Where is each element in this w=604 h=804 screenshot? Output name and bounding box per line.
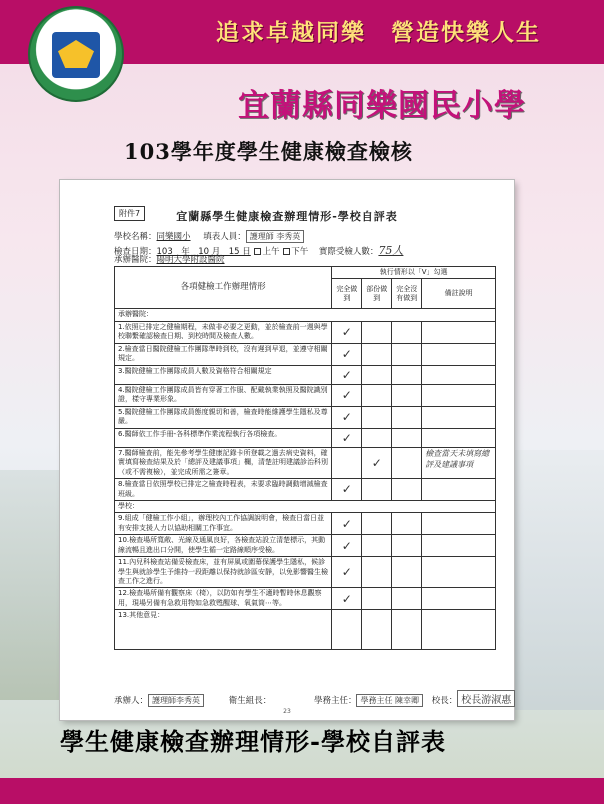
- row-note: [422, 406, 496, 428]
- table-row: [115, 610, 496, 650]
- school-label: 學校名稱：: [114, 232, 157, 242]
- page-number: 23: [283, 708, 291, 715]
- row-check-part: [362, 610, 392, 650]
- table-row: [115, 384, 496, 406]
- row-check-full: ✓: [332, 513, 362, 535]
- hospital-line: [114, 253, 225, 265]
- col-header-note: 備註說明: [422, 279, 496, 309]
- row-check-full: ✓: [332, 365, 362, 384]
- hospital-value: 陽明大學附設醫院: [156, 255, 225, 265]
- row-note: [422, 513, 496, 535]
- row-item-text: 4.醫院健檢工作團隊成員皆有穿著工作服、配戴執業執照及醫院識別證，樣守專業形象。: [115, 384, 332, 406]
- count-value: 75人: [378, 244, 404, 257]
- row-check-full: [332, 447, 362, 478]
- row-note: 檢查當天未填寫總評及建議事項: [422, 447, 496, 478]
- row-check-full: ✓: [332, 428, 362, 447]
- row-note: [422, 479, 496, 501]
- evaluation-form: [60, 180, 514, 720]
- handler-label: 承辦人：: [114, 696, 149, 706]
- affairs-stamp: 學務主任 陳幸卿: [356, 694, 423, 707]
- row-check-part: [362, 588, 392, 610]
- filler-stamp: 護理師 李秀英: [246, 230, 305, 243]
- row-note: [422, 384, 496, 406]
- row-check-part: [362, 513, 392, 535]
- table-row: [115, 557, 496, 588]
- table-row: [115, 447, 496, 478]
- pm-checkbox: [283, 248, 290, 255]
- row-check-full: ✓: [332, 557, 362, 588]
- table-row: [115, 406, 496, 428]
- section-hospital: 承辦醫院：: [115, 309, 496, 321]
- row-check-part: [362, 321, 392, 343]
- evaluation-table: [114, 266, 496, 650]
- form-title: 宜蘭縣學生健康檢查辦理情形-學校自評表: [176, 210, 398, 223]
- row-item-text: 11.內兒科檢查站備妥檢查床，並有屏風或圍幕保護學生隱私，候診學生與就診學生予維持一段距離以保持就診區安靜，以免影響醫生檢查工作之進行。: [115, 557, 332, 588]
- pm-label: 下午: [291, 247, 309, 257]
- row-item-text: 13.其他意見：: [115, 610, 332, 650]
- row-check-full: ✓: [332, 406, 362, 428]
- table-row: [115, 588, 496, 610]
- row-check-full: ✓: [332, 535, 362, 557]
- slogan: 追求卓越同樂 營造快樂人生: [216, 19, 541, 46]
- footer-bar: [0, 778, 604, 804]
- attachment-tag: 附件7: [114, 206, 145, 221]
- am-checkbox: [254, 248, 261, 255]
- row-check-none: [392, 321, 422, 343]
- row-item-text: 8.檢查當日依照學校已排定之檢查時程表，未要求臨時調動增減檢查班級。: [115, 479, 332, 501]
- table-row: [115, 365, 496, 384]
- row-check-none: [392, 513, 422, 535]
- row-check-full: ✓: [332, 321, 362, 343]
- slide-title: 103學年度學生健康檢查檢核: [124, 139, 413, 164]
- col-header-exec: 執行情形以「V」勾選: [332, 267, 496, 279]
- section-school: 學校：: [115, 500, 496, 512]
- row-check-full: ✓: [332, 588, 362, 610]
- signature-line: [114, 690, 512, 707]
- row-check-none: [392, 406, 422, 428]
- background-building: [514, 450, 604, 710]
- row-item-text: 3.醫院健檢工作團隊成員人數及資格符合相關規定: [115, 365, 332, 384]
- row-check-none: [392, 447, 422, 478]
- row-note: [422, 610, 496, 650]
- table-row: [115, 513, 496, 535]
- table-row: [115, 479, 496, 501]
- caption: 學生健康檢查辦理情形-學校自評表: [60, 727, 446, 756]
- count-label: 實際受檢人數：: [318, 247, 379, 257]
- row-check-part: [362, 535, 392, 557]
- row-note: [422, 428, 496, 447]
- row-note: [422, 343, 496, 365]
- row-check-none: [392, 384, 422, 406]
- row-check-none: [392, 557, 422, 588]
- row-check-none: [392, 588, 422, 610]
- row-item-text: 5.醫院健檢工作團隊成員態度親切和善，檢查時能維護學生隱私及尊嚴。: [115, 406, 332, 428]
- row-item-text: 2.檢查當日醫院健檢工作團隊準時到校，沒有遲到早退，並遵守相關規定。: [115, 343, 332, 365]
- row-item-text: 10.檢查場所寬敞、光線及通風良好，各檢查站設立清楚標示，其動線流暢且進出口分開，使學生循一定路線順序受檢。: [115, 535, 332, 557]
- table-row: [115, 343, 496, 365]
- affairs-label: 學務主任：: [313, 696, 357, 706]
- row-check-none: [392, 535, 422, 557]
- date-label: 檢查日期：: [114, 247, 157, 257]
- row-check-part: ✓: [362, 447, 392, 478]
- col-header-full: 完全做到: [332, 279, 362, 309]
- handler-stamp: 護理師李秀英: [148, 694, 204, 707]
- school-value: 同樂國小: [156, 232, 191, 242]
- school-logo-icon: [28, 6, 124, 102]
- principal-stamp: 校長游淑惠: [457, 690, 515, 707]
- date-value: 103 年 10 月 15 日: [156, 247, 251, 257]
- row-item-text: 12.檢查場所備有觀察床（椅），以防如有學生不適時暫時休息觀察用，現場另備有急救用物如急救甦醒球、氧氣筒⋯等。: [115, 588, 332, 610]
- row-item-text: 7.醫師檢查前，能先參考學生健康記錄卡所登載之過去病史資料，確實填寫檢查結果及於「總評及建議事項」欄，清楚註明建議診治科別（或不需複檢），並完成所需之簽章。: [115, 447, 332, 478]
- row-check-full: ✓: [332, 343, 362, 365]
- table-row: [115, 535, 496, 557]
- row-check-part: [362, 479, 392, 501]
- principal-label: 校長：: [431, 696, 458, 706]
- row-check-none: [392, 479, 422, 501]
- row-check-full: [332, 610, 362, 650]
- row-check-part: [362, 343, 392, 365]
- row-check-part: [362, 384, 392, 406]
- school-name: 宜蘭縣同樂國民小學: [238, 88, 526, 124]
- row-check-full: ✓: [332, 479, 362, 501]
- row-item-text: 6.醫師依工作手冊-各科標準作業流程執行各項檢查。: [115, 428, 332, 447]
- col-header-none: 完全沒有做到: [392, 279, 422, 309]
- am-label: 上午: [262, 247, 280, 257]
- row-check-part: [362, 428, 392, 447]
- row-check-none: [392, 610, 422, 650]
- col-header-part: 部份做到: [362, 279, 392, 309]
- hospital-label: 承辦醫院：: [114, 255, 157, 265]
- background-building: [0, 470, 60, 700]
- col-header-item: 各項健檢工作辦理情形: [115, 267, 332, 309]
- row-check-none: [392, 343, 422, 365]
- logo-emblem: [52, 32, 100, 78]
- filler-label: 填表人員：: [203, 232, 246, 242]
- row-check-part: [362, 406, 392, 428]
- row-check-none: [392, 365, 422, 384]
- health-label: 衛生組長：: [228, 696, 272, 706]
- row-note: [422, 535, 496, 557]
- row-note: [422, 365, 496, 384]
- table-row: [115, 321, 496, 343]
- row-note: [422, 588, 496, 610]
- row-check-full: ✓: [332, 384, 362, 406]
- row-item-text: 1.依照已排定之健檢期程，未做非必要之更動，並於檢查前一週與學校聯繫確認檢查日期、到校時間及檢查人數。: [115, 321, 332, 343]
- row-check-part: [362, 557, 392, 588]
- row-note: [422, 557, 496, 588]
- row-check-part: [362, 365, 392, 384]
- row-check-none: [392, 428, 422, 447]
- row-item-text: 9.組成「健檢工作小組」，辦理校內工作協調說明會，檢查日當日並有安排支援人力以協助相關工作事宜。: [115, 513, 332, 535]
- table-row: [115, 428, 496, 447]
- row-note: [422, 321, 496, 343]
